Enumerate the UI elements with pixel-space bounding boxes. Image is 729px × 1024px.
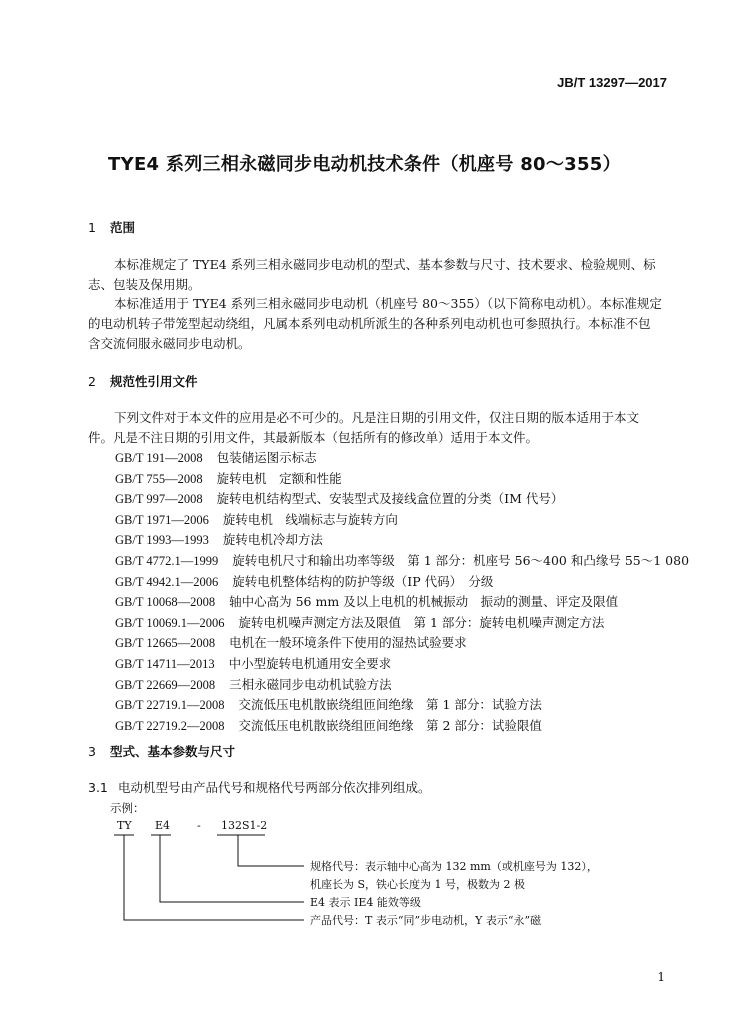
reference-item — [115, 448, 689, 469]
reference-code: GB/T 14711—2013 — [115, 656, 215, 671]
reference-title: 交流低压电机散嵌绕组匝间绝缘 第 2 部分：试验限值 — [238, 717, 542, 733]
section-1-paragraph-1 — [88, 255, 668, 295]
note-ty: 产品代号：T 表示“同”步电动机，Y 表示“永”磁 — [310, 914, 542, 927]
section-3-heading — [88, 742, 235, 760]
leader-ty — [124, 835, 304, 920]
subsection-number: 3.1 — [88, 780, 108, 795]
section-title: 型式、基本参数与尺寸 — [110, 744, 236, 759]
reference-item — [115, 592, 689, 613]
text-line: 件。凡是不注日期的引用文件，其最新版本（包括所有的修改单）适用于本文件。 — [88, 430, 539, 445]
reference-code: GB/T 1971—2006 — [115, 512, 209, 527]
reference-title: 中小型旋转电机通用安全要求 — [228, 655, 392, 671]
reference-title: 交流低压电机散嵌绕组匝间绝缘 第 1 部分：试验方法 — [238, 697, 542, 713]
text-line: 志、包装及保用期。 — [88, 277, 201, 292]
reference-code: GB/T 191—2008 — [115, 451, 203, 465]
reference-item — [115, 551, 689, 572]
reference-title: 旋转电机噪声测定方法及限值 第 1 部分：旋转电机噪声测定方法 — [238, 614, 605, 630]
section-number: 3 — [88, 744, 96, 759]
reference-item — [115, 675, 689, 696]
reference-title: 旋转电机尺寸和输出功率等级 第 1 部分：机座号 56～400 和凸缘号 55～1 080 — [232, 552, 690, 568]
reference-title: 旋转电机 线端标志与旋转方向 — [222, 511, 398, 527]
section-2-heading — [88, 372, 198, 390]
reference-code: GB/T 997—2008 — [115, 492, 203, 507]
code-part-e4: E4 — [155, 819, 171, 832]
reference-title: 旋转电机冷却方法 — [222, 532, 323, 548]
code-part-spec: 132S1-2 — [221, 819, 268, 832]
reference-item — [115, 613, 689, 634]
section-title: 规范性引用文件 — [110, 374, 198, 389]
example-label: 示例： — [110, 801, 145, 815]
document-number: JB/T 13297—2017 — [557, 75, 667, 90]
reference-title: 包装储运图示标志 — [216, 450, 317, 465]
reference-code: GB/T 1993—1993 — [115, 533, 209, 548]
reference-list — [115, 448, 689, 736]
reference-item — [115, 530, 689, 551]
reference-code: GB/T 755—2008 — [115, 471, 203, 486]
note-e4: E4 表示 IE4 能效等级 — [310, 896, 421, 909]
text-line: 本标准适用于 TYE4 系列三相永磁同步电动机（机座号 80～355）（以下简称电动机）。本标准规定 — [114, 296, 662, 311]
reference-item — [115, 489, 689, 510]
subsection-3-1 — [88, 778, 431, 796]
reference-title: 电机在一般环境条件下使用的湿热试验要求 — [229, 635, 467, 651]
reference-code: GB/T 22719.1—2008 — [115, 698, 225, 713]
section-number: 2 — [88, 374, 96, 389]
document-title: TYE4 系列三相永磁同步电动机技术条件（机座号 80～355） — [108, 154, 621, 175]
note-spec-line-2: 机座长为 S，铁心长度为 1 号，极数为 2 极 — [310, 878, 526, 891]
section-number: 1 — [88, 220, 96, 235]
reference-code: GB/T 4942.1—2006 — [115, 574, 219, 589]
page-number: 1 — [657, 970, 665, 984]
reference-item — [115, 572, 689, 593]
reference-code: GB/T 10068—2008 — [115, 595, 216, 610]
subsection-text: 电动机型号由产品代号和规格代号两部分依次排列组成。 — [118, 780, 431, 795]
reference-code: GB/T 4772.1—1999 — [115, 553, 219, 568]
reference-title: 三相永磁同步电动机试验方法 — [229, 676, 392, 692]
reference-title: 旋转电机 定额和性能 — [216, 470, 342, 486]
reference-title: 旋转电机结构型式、安装型式及接线盒位置的分类（IM 代号） — [216, 491, 564, 507]
reference-code: GB/T 12665—2008 — [115, 636, 216, 651]
reference-item — [115, 510, 689, 531]
text-line: 本标准规定了 TYE4 系列三相永磁同步电动机的型式、基本参数与尺寸、技术要求、检验规则、标 — [114, 257, 656, 272]
text-line: 含交流伺服永磁同步电动机。 — [88, 336, 251, 351]
section-1-paragraph-2 — [88, 294, 668, 354]
reference-code: GB/T 10069.1—2006 — [115, 615, 225, 630]
code-part-dash: - — [197, 819, 201, 832]
section-1-heading — [88, 218, 135, 236]
reference-item — [115, 716, 689, 737]
reference-code: GB/T 22669—2008 — [115, 677, 216, 692]
code-part-ty: TY — [117, 819, 132, 832]
reference-code: GB/T 22719.2—2008 — [115, 718, 225, 733]
section-2-intro — [88, 408, 668, 448]
reference-title: 轴中心高为 56 mm 及以上电机的机械振动 振动的测量、评定及限值 — [229, 594, 619, 610]
text-line: 的电动机转子带笼型起动绕组，凡属本系列电动机所派生的各种系列电动机也可参照执行。本标准不包 — [88, 316, 651, 331]
text-line: 下列文件对于本文件的应用是必不可少的。凡是注日期的引用文件，仅注日期的版本适用于本文 — [114, 410, 640, 425]
reference-title: 旋转电机整体结构的防护等级（IP 代码） 分级 — [232, 573, 494, 589]
leader-spec — [238, 835, 304, 866]
connector-lines — [114, 835, 304, 920]
model-code-diagram — [0, 810, 729, 930]
leader-e4 — [160, 835, 304, 902]
section-title: 范围 — [110, 220, 136, 235]
reference-item — [115, 633, 689, 654]
reference-item — [115, 654, 689, 675]
note-spec-line-1: 规格代号：表示轴中心高为 132 mm（或机座号为 132）， — [310, 860, 598, 873]
reference-item — [115, 469, 689, 490]
reference-item — [115, 695, 689, 716]
